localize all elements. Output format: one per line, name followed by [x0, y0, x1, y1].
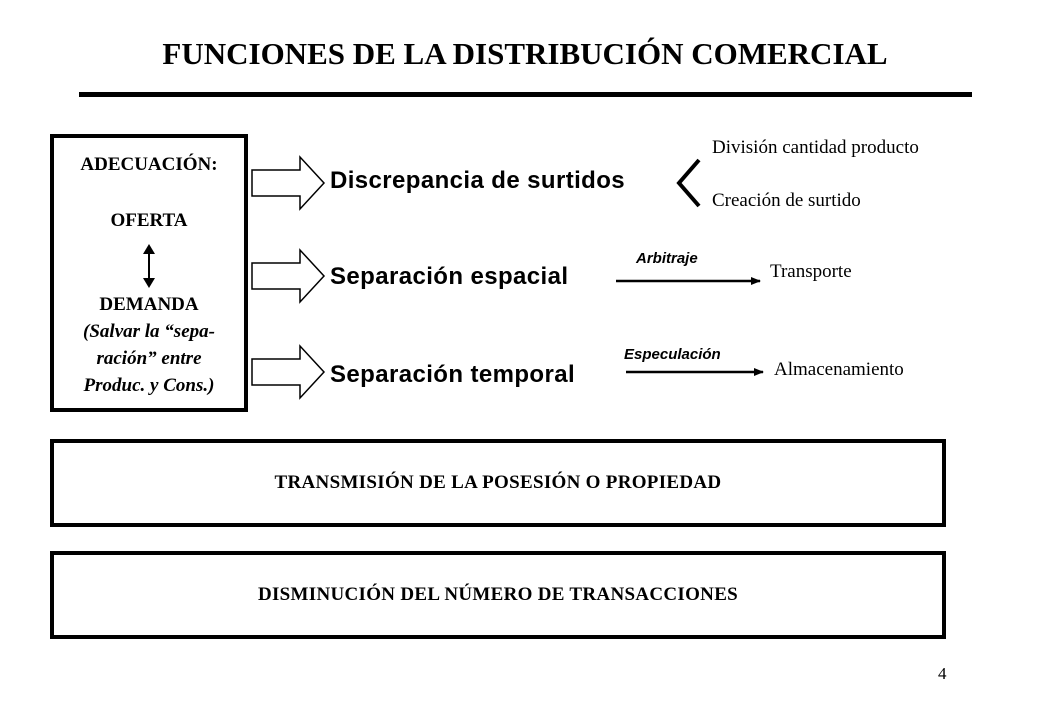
branch-creacion-surtido: Creación de surtido — [712, 190, 861, 211]
adecuacion-note-line-2: ración” entre — [96, 348, 202, 369]
adecuacion-note-line-1: (Salvar la “sepa- — [83, 321, 215, 342]
block-arrow-discrepancia-icon — [252, 157, 324, 209]
banner-transmision-text: TRANSMISIÓN DE LA POSESIÓN O PROPIEDAD — [274, 472, 722, 493]
page-number: 4 — [938, 664, 947, 683]
block-arrow-espacial-icon — [252, 250, 324, 302]
adecuacion-note-line-3: Produc. y Cons.) — [83, 375, 215, 396]
block-arrow-temporal-icon — [252, 346, 324, 398]
adecuacion-heading: ADECUACIÓN: — [80, 154, 218, 175]
demanda-label: DEMANDA — [99, 294, 199, 315]
oferta-demanda-double-arrow-icon — [143, 244, 155, 288]
result-almacenamiento: Almacenamiento — [774, 359, 904, 380]
function-label-discrepancia: Discrepancia de surtidos — [330, 167, 626, 194]
function-label-espacial: Separación espacial — [330, 263, 569, 290]
banner-disminucion-text: DISMINUCIÓN DEL NÚMERO DE TRANSACCIONES — [257, 584, 739, 605]
branch-bracket-icon — [679, 160, 699, 206]
branch-division-cantidad: División cantidad producto — [712, 137, 919, 158]
arrow-label-especulacion: Especulación — [624, 346, 721, 363]
arrow-label-arbitraje: Arbitraje — [636, 250, 698, 267]
function-label-temporal: Separación temporal — [330, 361, 576, 388]
result-transporte: Transporte — [770, 261, 852, 282]
oferta-label: OFERTA — [110, 210, 188, 231]
page-title: FUNCIONES DE LA DISTRIBUCIÓN COMERCIAL — [162, 36, 888, 71]
